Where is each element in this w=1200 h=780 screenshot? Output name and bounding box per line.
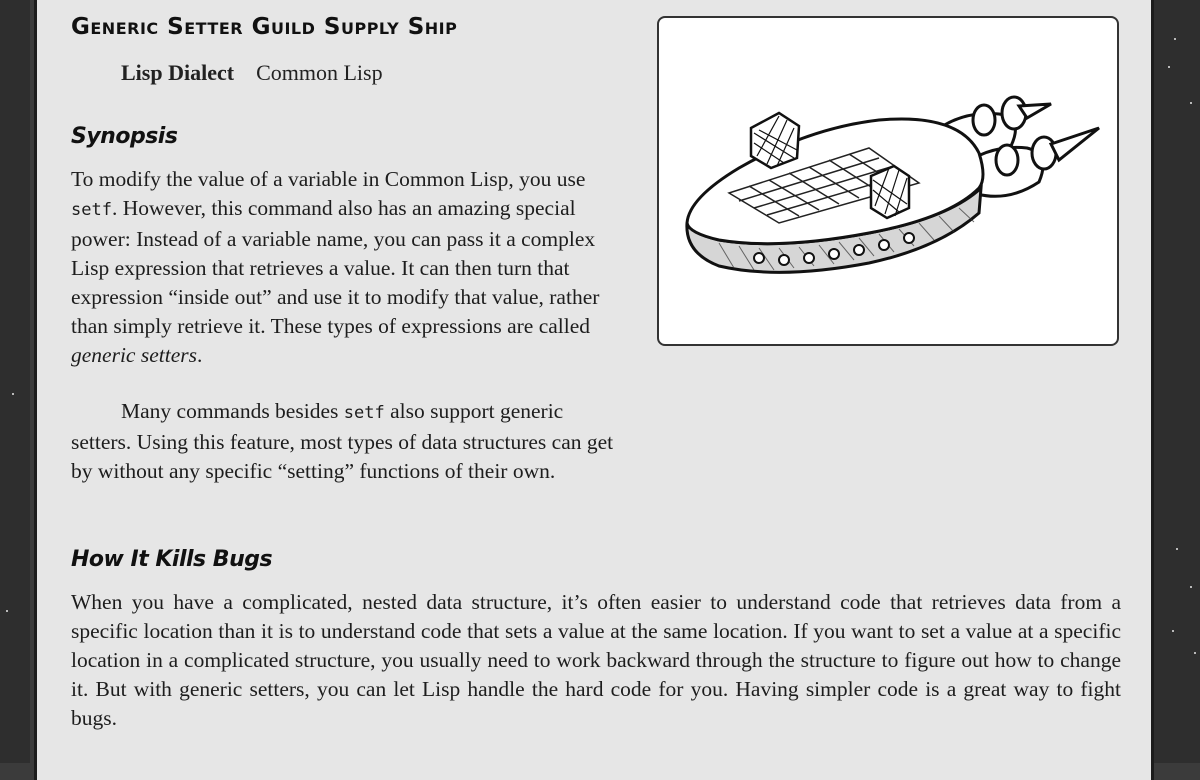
synopsis-heading: Synopsis bbox=[71, 124, 178, 149]
synopsis-paragraph-2 bbox=[71, 397, 626, 486]
supply-ship-illustration bbox=[659, 18, 1117, 344]
emphasis-generic-setters: generic setters bbox=[71, 343, 197, 367]
starfield-left bbox=[0, 0, 30, 763]
synopsis-text: . bbox=[196, 343, 203, 367]
starfield-right bbox=[1154, 0, 1200, 763]
dialect-label: Lisp Dialect bbox=[121, 60, 235, 85]
synopsis-text: also support generic setters. Using this feature, most types of data structures can get by without any specific “setting” functions of their own. bbox=[71, 399, 614, 483]
synopsis-text: Many commands besides bbox=[121, 399, 344, 423]
illustration-frame bbox=[657, 16, 1119, 346]
page-card bbox=[34, 0, 1154, 780]
kills-bugs-heading: How It Kills Bugs bbox=[71, 547, 273, 572]
kills-bugs-paragraph: When you have a complicated, nested data structure, it’s often easier to understand code that retrieves data from a specific location than it is to understand code that sets a value at the same location. If you want to set a value at a specific location in a complicated structure, you usually need to work backward through the structure to figure out how to change it. But with generic setters, you can let Lisp handle the hard code for you. Having simpler code is a great way to fight bugs. bbox=[71, 590, 1121, 730]
code-setf: setf bbox=[343, 403, 385, 423]
synopsis-text: To modify the value of a variable in Common Lisp, you use bbox=[71, 167, 586, 191]
dialect-line bbox=[121, 60, 383, 86]
code-setf: setf bbox=[71, 200, 112, 220]
dialect-value: Common Lisp bbox=[256, 60, 383, 85]
page-title: Generic Setter Guild Supply Ship bbox=[71, 14, 458, 40]
synopsis-paragraph-1 bbox=[71, 165, 626, 370]
synopsis-text: . However, this command also has an amazing special power: Instead of a variable name, you can pass it a complex Lisp expression that retrieves a value. It can then turn that expression “inside out” and use it to modify that value, rather than simply retrieve it. These types of expressions are called bbox=[71, 196, 600, 338]
